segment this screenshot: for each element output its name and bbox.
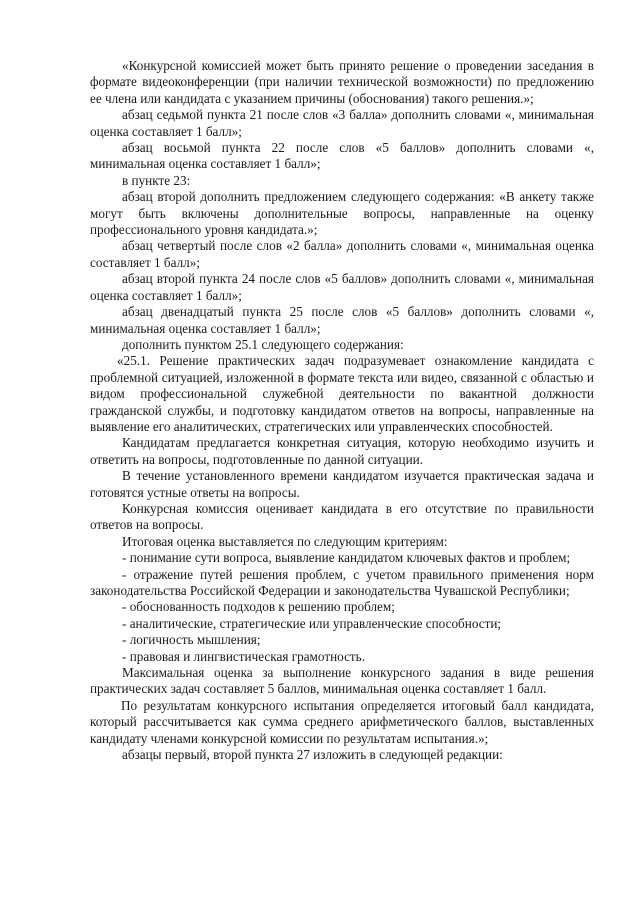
paragraph-item-23-fourth: абзац четвертый после слов «2 балла» дополнить словами «, минимальная оценка составляет 1 балл»; — [90, 238, 594, 270]
paragraph-item-25: абзац двенадцатый пункта 25 после слов «5 баллов» дополнить словами «, минимальная оценка составляет 1 балл»; — [90, 304, 594, 336]
paragraph-item-25-1-intro: дополнить пунктом 25.1 следующего содержания: — [122, 336, 404, 352]
criteria-item: - правовая и лингвистическая грамотность. — [122, 648, 365, 664]
paragraph-item-27: абзацы первый, второй пункта 27 изложить в следующей редакции: — [122, 747, 503, 763]
paragraph-results: По результатам конкурсного испытания определяется итоговый балл кандидата, который рассчитывается как сумма среднего арифметического баллов, выставленных кандидату членами конкурсной комиссии по результатам испытания.»; — [90, 697, 594, 746]
criteria-item: - отражение путей решения проблем, с учетом правильного применения норм законодательства Российской Федерации и законодательства Чувашской Республики; — [90, 566, 594, 598]
paragraph-item-24: абзац второй пункта 24 после слов «5 баллов» дополнить словами «, минимальная оценка составляет 1 балл»; — [90, 271, 594, 303]
criteria-item: - логичность мышления; — [122, 632, 261, 648]
paragraph-item-22: абзац восьмой пункта 22 после слов «5 баллов» дополнить словами «, минимальная оценка составляет 1 балл»; — [90, 140, 594, 172]
paragraph-video-conference: «Конкурсной комиссией может быть принято решение о проведении заседания в формате видеоконференции (при наличии технической возможности) по предложению ее члена или кандидата с указанием причины (обоснования) такого решения.»; — [90, 58, 594, 106]
paragraph-criteria-intro: Итоговая оценка выставляется по следующим критериям: — [122, 533, 448, 549]
paragraph-item-25-1: «25.1. Решение практических задач подразумевает ознакомление кандидата с проблемной ситуацией, изложенной в формате текста или видео, связанной с областью и видом профессиональной служебной деятельности по вакантной должности гражданской службы, и подготовку кандидатом ответов на вопросы, направленные на выявление его аналитических, стратегических или управленческих способностей. — [90, 353, 594, 434]
paragraph-max-score: Максимальная оценка за выполнение конкурсного задания в виде решения практических задач составляет 5 баллов, минимальная оценка составляет 1 балл. — [90, 665, 594, 697]
paragraph-time: В течение установленного времени кандидатом изучается практическая задача и готовятся устные ответы на вопросы. — [90, 468, 594, 500]
paragraph-commission: Конкурсная комиссия оценивает кандидата в его отсутствие по правильности ответов на вопросы. — [90, 500, 594, 533]
criteria-item: - понимание сути вопроса, выявление кандидатом ключевых фактов и проблем; — [122, 550, 571, 566]
criteria-item: - обоснованность подходов к решению проблем; — [122, 599, 395, 615]
paragraph-situation: Кандидатам предлагается конкретная ситуация, которую необходимо изучить и ответить на вопросы, подготовленные по данной ситуации. — [90, 435, 594, 467]
criteria-item: - аналитические, стратегические или управленческие способности; — [122, 615, 502, 631]
document-page — [90, 58, 594, 763]
paragraph-item-23-intro: в пункте 23: — [122, 172, 191, 188]
paragraph-item-21: абзац седьмой пункта 21 после слов «3 балла» дополнить словами «, минимальная оценка составляет 1 балл»; — [90, 107, 594, 139]
paragraph-item-23-second: абзац второй дополнить предложением следующего содержания: «В анкету также могут быть включены дополнительные вопросы, направленные на оценку профессионального уровня кандидата.»; — [90, 189, 594, 238]
